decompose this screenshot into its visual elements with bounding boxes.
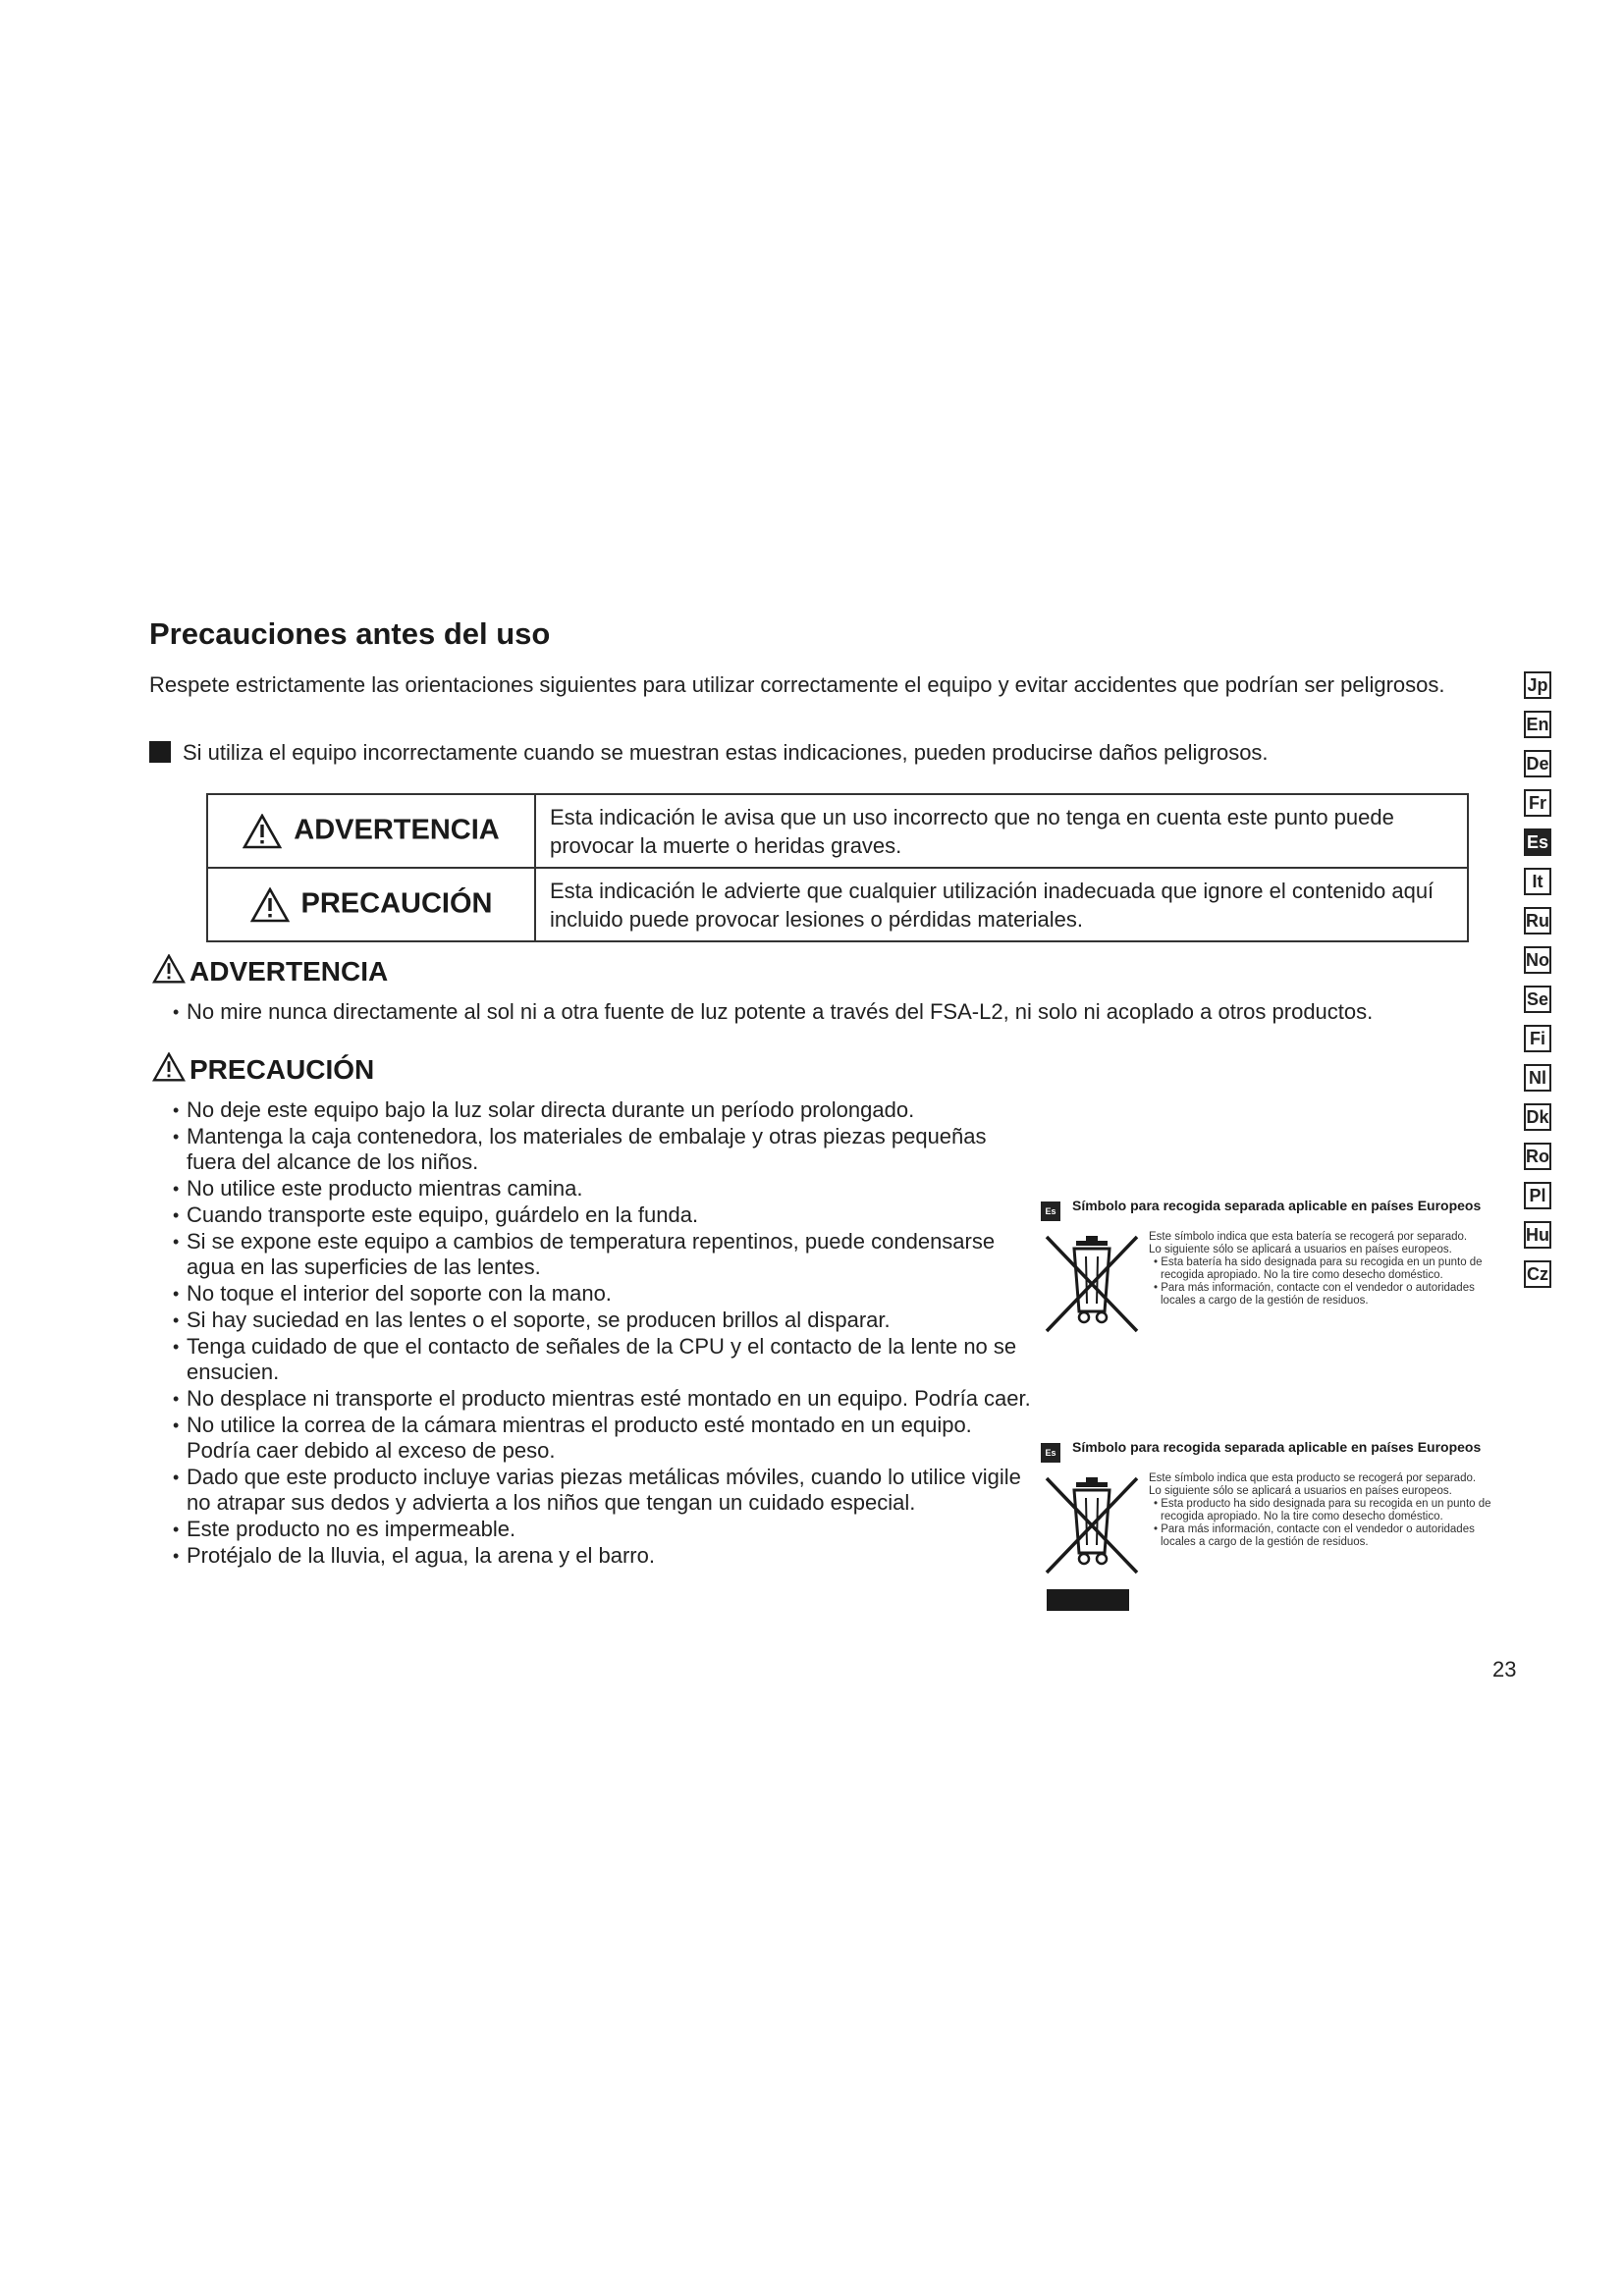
language-tab-nl[interactable]: Nl <box>1524 1064 1551 1092</box>
list-item: • Mantenga la caja contenedora, los materiales de embalaje y otras piezas pequeñas fuera del alcance de los niños. <box>173 1124 1037 1175</box>
warning-triangle-icon <box>152 954 186 984</box>
warning-list <box>173 999 1479 1026</box>
solid-bar-marker <box>1047 1589 1129 1611</box>
hazard-note <box>149 738 1445 768</box>
language-tab-pl[interactable]: Pl <box>1524 1182 1551 1209</box>
language-tab-cz[interactable]: Cz <box>1524 1260 1551 1288</box>
language-tab-se[interactable]: Se <box>1524 986 1551 1013</box>
list-item: • Este producto no es impermeable. <box>173 1517 1037 1542</box>
hazard-note-text: Si utiliza el equipo incorrectamente cuando se muestran estas indicaciones, pueden producirse daños peligrosos. <box>183 740 1269 765</box>
caution-heading <box>152 1052 374 1086</box>
signal-label-cell <box>207 794 535 868</box>
signal-label-cell <box>207 868 535 941</box>
list-item: • Dado que este producto incluye varias piezas metálicas móviles, cuando lo utilice vigile no atrapar sus dedos y advierta a los niños que tengan un cuidado especial. <box>173 1465 1037 1516</box>
signal-row-warning <box>207 794 1468 868</box>
language-tab-jp[interactable]: Jp <box>1524 671 1551 699</box>
crossed-bin-icon <box>1041 1231 1147 1342</box>
disposal-line: Lo siguiente sólo se aplicará a usuarios en países europeos. <box>1149 1244 1452 1255</box>
list-item: • No toque el interior del soporte con la mano. <box>173 1281 1037 1307</box>
caution-heading-text: PRECAUCIÓN <box>189 1054 375 1085</box>
list-item: • No utilice la correa de la cámara mientras el producto esté montado en un equipo. Podría caer debido al exceso de peso. <box>173 1413 1037 1464</box>
language-tab-fr[interactable]: Fr <box>1524 789 1551 817</box>
disposal-subitem: • Para más información, contacte con el vendedor o autoridades locales a cargo de la gestión de residuos. <box>1154 1282 1475 1307</box>
signal-label: ADVERTENCIA <box>294 814 500 846</box>
disposal-line: Este símbolo indica que esta producto se recogerá por separado. <box>1149 1472 1477 1484</box>
language-tab-ro[interactable]: Ro <box>1524 1143 1551 1170</box>
language-badge: Es <box>1041 1443 1060 1463</box>
list-item: • No utilice este producto mientras camina. <box>173 1176 1037 1201</box>
list-item: • Si hay suciedad en las lentes o el soporte, se producen brillos al disparar. <box>173 1308 1037 1333</box>
list-item: • No mire nunca directamente al sol ni a otra fuente de luz potente a través del FSA-L2, ni solo ni acoplado a otros productos. <box>173 999 1479 1025</box>
language-tab-hu[interactable]: Hu <box>1524 1221 1551 1249</box>
disposal-line: Este símbolo indica que esta batería se recogerá por separado. <box>1149 1231 1468 1243</box>
signal-label: PRECAUCIÓN <box>300 887 493 920</box>
caution-triangle-icon <box>152 1052 186 1082</box>
language-tab-ru[interactable]: Ru <box>1524 907 1551 934</box>
disposal-subitem: • Esta producto ha sido designada para su recogida en un punto de recogida apropiado. No la tire como desecho doméstico. <box>1154 1498 1491 1522</box>
list-item: • Protéjalo de la lluvia, el agua, la arena y el barro. <box>173 1543 1037 1569</box>
page-number: 23 <box>1492 1657 1517 1682</box>
disposal-subitem: • Para más información, contacte con el vendedor o autoridades locales a cargo de la gestión de residuos. <box>1154 1523 1475 1548</box>
language-tab-de[interactable]: De <box>1524 750 1551 777</box>
signal-row-caution <box>207 868 1468 941</box>
disposal-line: Lo siguiente sólo se aplicará a usuarios en países europeos. <box>1149 1485 1452 1497</box>
caution-list <box>173 1097 1037 1570</box>
disposal-notice-product <box>1041 1439 1492 1611</box>
disposal-subitem: • Esta batería ha sido designada para su recogida en un punto de recogida apropiado. No la tire como desecho doméstico. <box>1154 1256 1483 1281</box>
list-item: • Tenga cuidado de que el contacto de señales de la CPU y el contacto de la lente no se ensucien. <box>173 1334 1037 1385</box>
list-item: • No desplace ni transporte el producto mientras esté montado en un equipo. Podría caer. <box>173 1386 1037 1412</box>
warning-heading <box>152 954 388 988</box>
list-item: • Cuando transporte este equipo, guárdelo en la funda. <box>173 1202 1037 1228</box>
signal-description: Esta indicación le avisa que un uso incorrecto que no tenga en cuenta este punto puede provocar la muerte o heridas graves. <box>535 794 1468 868</box>
warning-heading-text: ADVERTENCIA <box>189 956 389 987</box>
intro-paragraph: Respete estrictamente las orientaciones siguientes para utilizar correctamente el equipo y evitar accidentes que podrían ser peligrosos. <box>149 672 1445 697</box>
language-tab-it[interactable]: It <box>1524 868 1551 895</box>
list-item: • No deje este equipo bajo la luz solar directa durante un período prolongado. <box>173 1097 1037 1123</box>
disposal-title: Símbolo para recogida separada aplicable en países Europeos <box>1072 1439 1482 1455</box>
language-tab-no[interactable]: No <box>1524 946 1551 974</box>
language-badge: Es <box>1041 1201 1060 1221</box>
caution-triangle-icon <box>250 887 290 923</box>
language-index <box>1524 671 1551 1300</box>
disposal-notice-battery <box>1041 1198 1492 1342</box>
signal-word-table <box>206 793 1469 942</box>
language-tab-en[interactable]: En <box>1524 711 1551 738</box>
crossed-bin-icon <box>1041 1472 1147 1611</box>
list-item: • Si se expone este equipo a cambios de temperatura repentinos, puede condensarse agua en las superficies de las lentes. <box>173 1229 1037 1280</box>
signal-description: Esta indicación le advierte que cualquier utilización inadecuada que ignore el contenido aquí incluido puede provocar lesiones o pérdidas materiales. <box>535 868 1468 941</box>
page-title: Precauciones antes del uso <box>149 616 551 651</box>
language-tab-fi[interactable]: Fi <box>1524 1025 1551 1052</box>
square-bullet-icon <box>149 741 171 763</box>
language-tab-es[interactable]: Es <box>1524 828 1551 856</box>
disposal-title: Símbolo para recogida separada aplicable en países Europeos <box>1072 1198 1482 1213</box>
warning-triangle-icon <box>243 814 282 849</box>
language-tab-dk[interactable]: Dk <box>1524 1103 1551 1131</box>
